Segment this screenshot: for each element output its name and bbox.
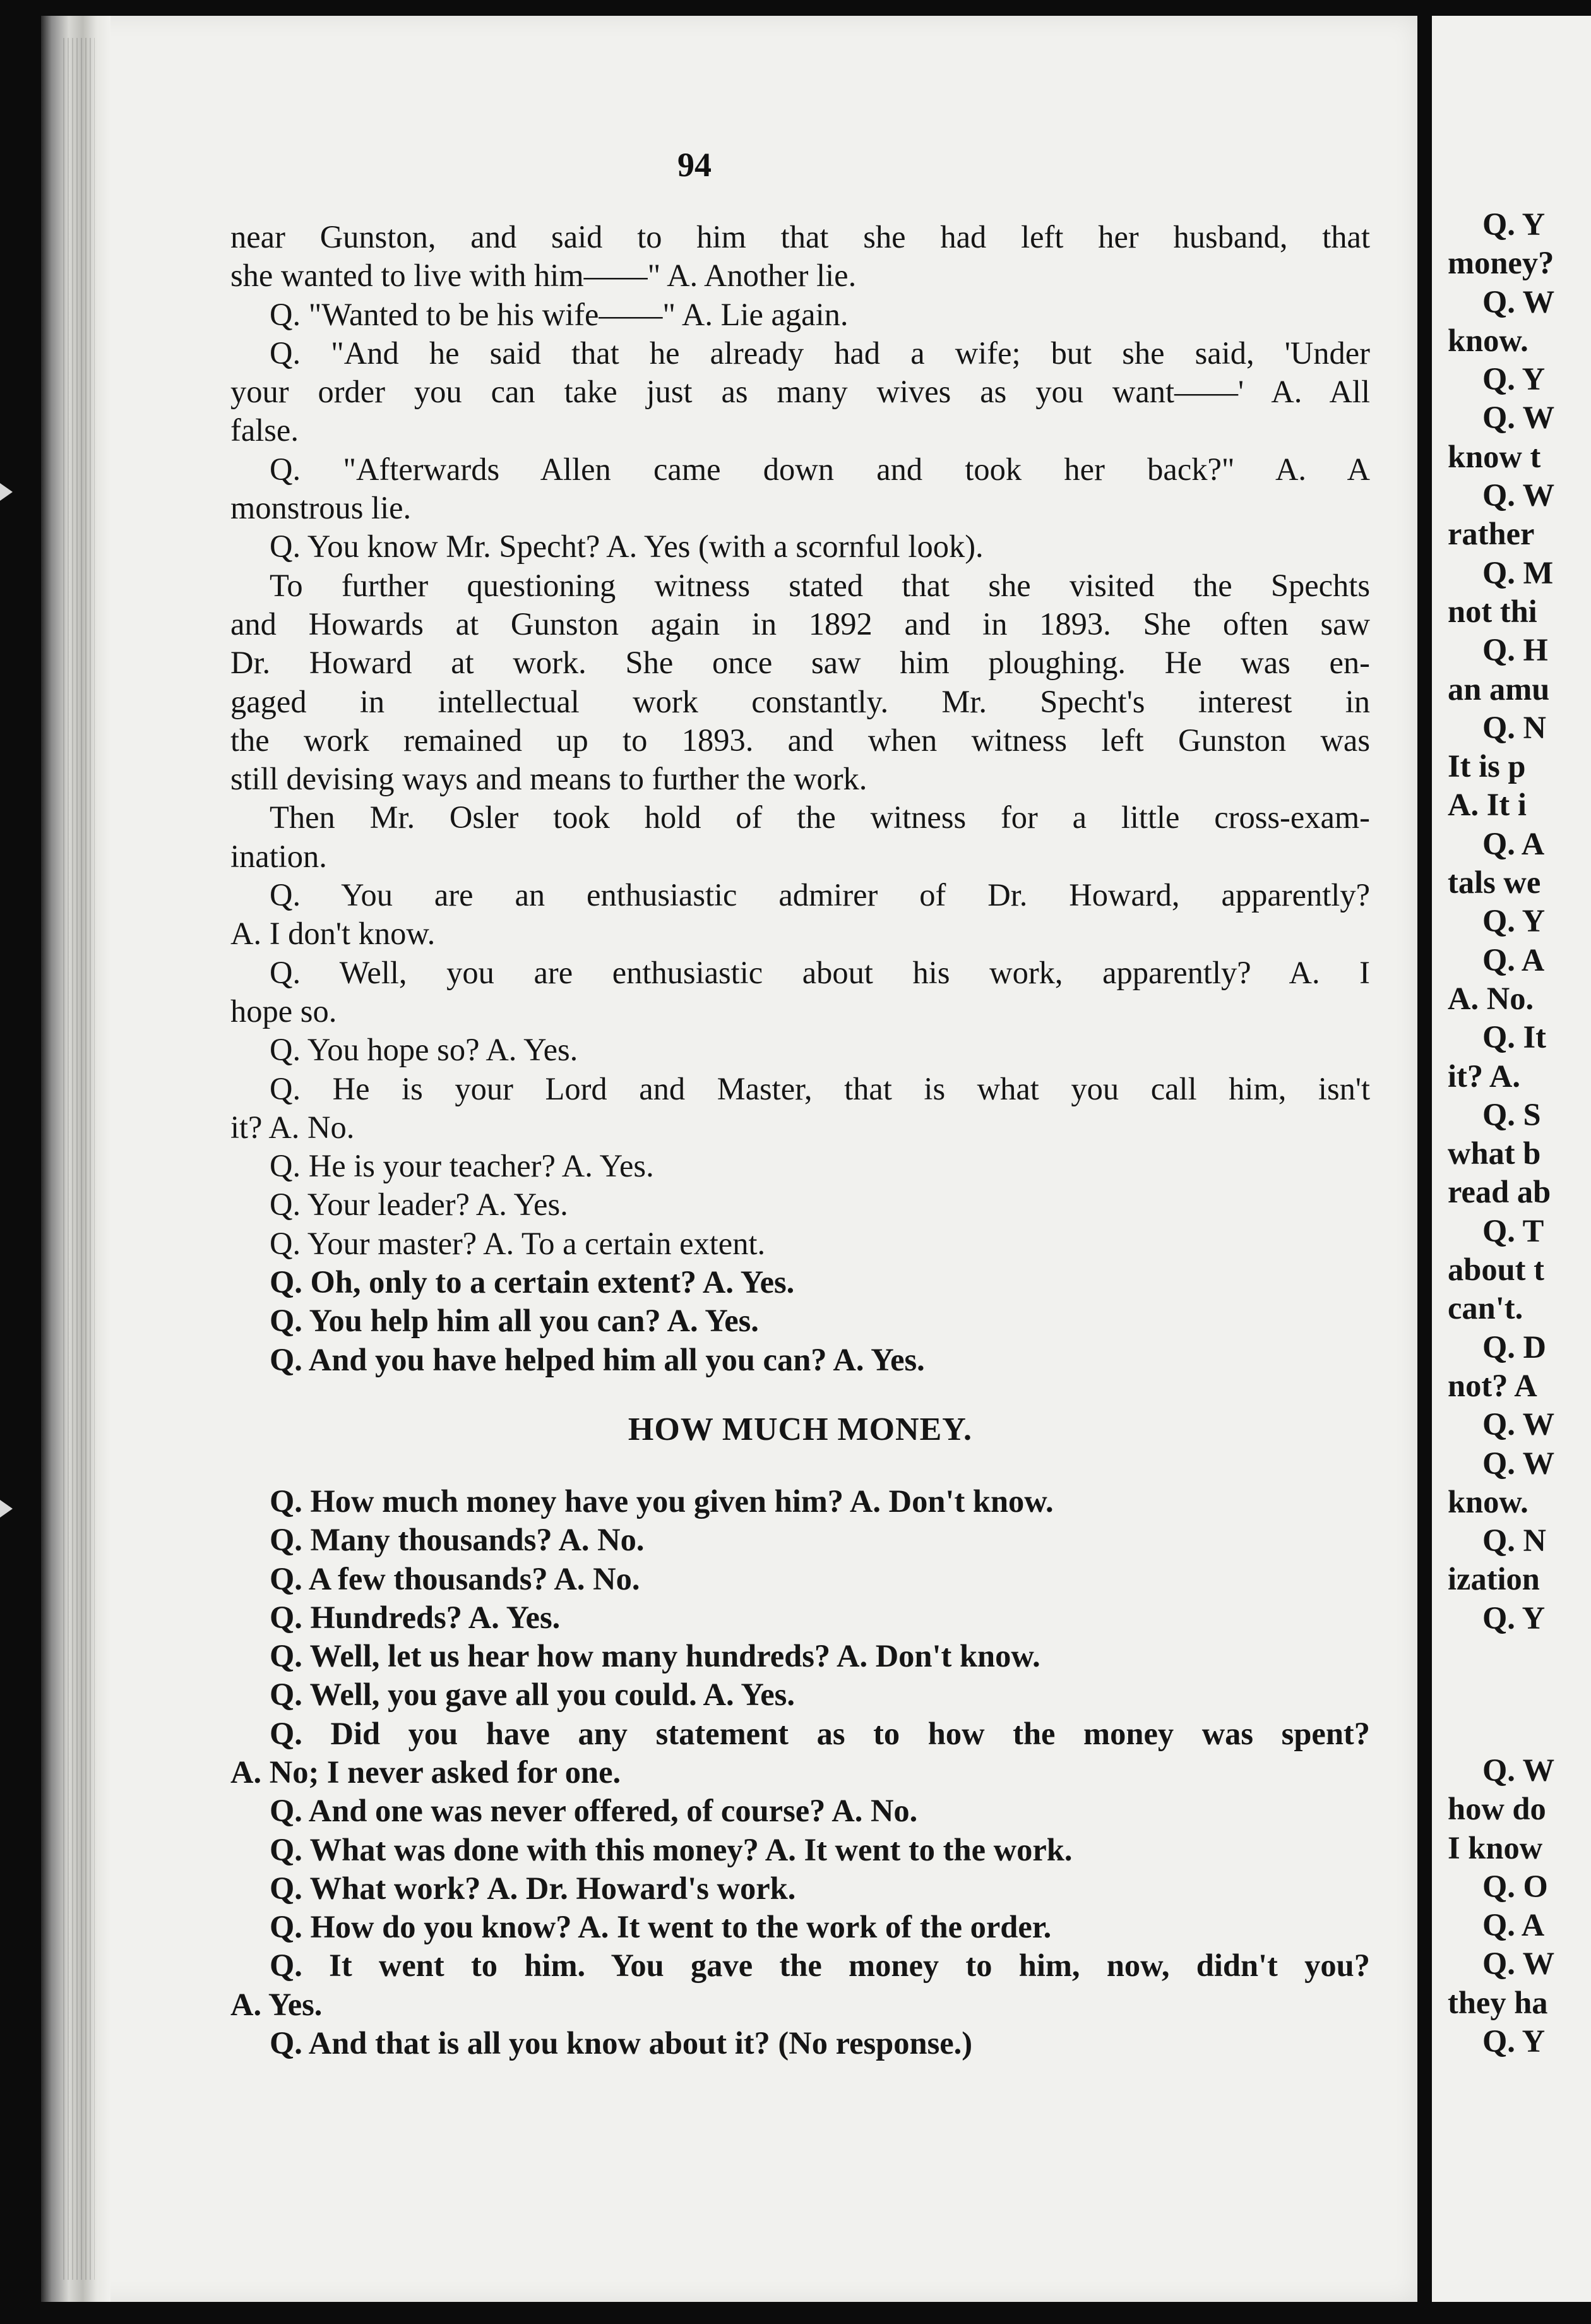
facing-text-fragment: Q. S [1482, 1096, 1541, 1132]
text-line: Q. A few thousands? A. No. [270, 1560, 640, 1596]
testimony-lines [230, 218, 1370, 1379]
text-line: Q. Well, you are enthusiastic about his work, apparently? A. I [270, 954, 1370, 990]
facing-text-fragment: about t [1448, 1252, 1544, 1288]
text-line: Q. What work? A. Dr. Howard's work. [270, 1870, 796, 1906]
spacer [230, 1452, 1370, 1482]
facing-text-fragment: Q. W [1482, 1752, 1555, 1788]
facing-text-fragment: Q. M [1482, 554, 1554, 590]
facing-text-fragment: Q. A [1482, 825, 1545, 861]
text-line: Q. "Afterwards Allen came down and took her back?" A. A [270, 451, 1370, 487]
book-page-right-facing [1432, 16, 1591, 2302]
facing-text-fragment: rather [1448, 516, 1535, 552]
facing-text-fragment: can't. [1448, 1290, 1523, 1326]
spacer [1448, 1638, 1591, 1751]
facing-text-fragment: Q. W [1482, 1946, 1555, 1982]
text-line: Q. Your master? A. To a certain extent. [270, 1225, 766, 1261]
text-line: and Howards at Gunston again in 1892 and in 1893. She often saw [230, 606, 1370, 642]
text-line: Q. You help him all you can? A. Yes. [270, 1303, 759, 1339]
facing-text-fragment: an amu [1448, 671, 1550, 707]
page-number: 94 [677, 146, 712, 184]
text-line: Q. And one was never offered, of course? A. No. [270, 1793, 918, 1829]
facing-text-fragment: Q. Y [1482, 903, 1546, 939]
facing-text-fragment: Q. A [1482, 1907, 1545, 1943]
facing-text-fragment: Q. Y [1482, 361, 1546, 397]
text-line: Q. Your leader? A. Yes. [270, 1187, 568, 1223]
facing-text-fragment: how do [1448, 1791, 1546, 1827]
text-line: the work remained up to 1893. and when witness left Gunston was [230, 722, 1370, 758]
text-line: ination. [230, 838, 327, 874]
facing-text-fragment: read ab [1448, 1174, 1551, 1210]
facing-text-fragment: A. It i [1448, 787, 1527, 823]
facing-text-fragment: Q. T [1482, 1213, 1544, 1249]
text-line: Q. You know Mr. Specht? A. Yes (with a scornful look). [270, 529, 984, 565]
facing-text-fragment: Q. Y [1482, 207, 1546, 242]
facing-text-fragment: know. [1448, 1483, 1528, 1519]
text-line: A. Yes. [230, 1986, 323, 2022]
text-line: Then Mr. Osler took hold of the witness for a little cross-exam- [270, 800, 1370, 836]
text-line: Dr. Howard at work. She once saw him ploughing. He was en- [230, 645, 1370, 681]
text-line: Q. How do you know? A. It went to the work of the order. [270, 1909, 1052, 1945]
facing-text-fragment: Q. W [1482, 1445, 1555, 1481]
facing-text-fragment: Q. Y [1482, 1600, 1546, 1636]
text-line: Q. Many thousands? A. No. [270, 1522, 645, 1558]
facing-text-fragment: tals we [1448, 865, 1541, 901]
text-line: she wanted to live with him——" A. Another lie. [230, 258, 857, 294]
facing-text-fragment: know t [1448, 438, 1541, 474]
text-line: monstrous lie. [230, 490, 412, 526]
text-line: Q. Oh, only to a certain extent? A. Yes. [270, 1264, 795, 1300]
text-line: Q. He is your teacher? A. Yes. [270, 1148, 654, 1184]
spacer [230, 1379, 1370, 1408]
text-line: Q. How much money have you given him? A. Don't know. [270, 1483, 1054, 1519]
facing-text-fragment: Q. W [1482, 400, 1555, 436]
page-gutter [1417, 16, 1432, 2302]
scan-edge-mark [0, 483, 13, 501]
page-body-text [230, 218, 1370, 2063]
text-line: A. No; I never asked for one. [230, 1754, 621, 1790]
text-line: it? A. No. [230, 1109, 355, 1145]
scan-edge-mark [0, 1500, 13, 1518]
text-line: Q. Hundreds? A. Yes. [270, 1599, 561, 1635]
text-line: Q. It went to him. You gave the money to him, now, didn't you? [270, 1948, 1370, 1984]
text-line: false. [230, 412, 299, 448]
facing-page-text [1448, 205, 1591, 2061]
text-line: Q. Well, let us hear how many hundreds? A. Don't know. [270, 1638, 1040, 1674]
text-line: near Gunston, and said to him that she had left her husband, that [230, 219, 1370, 255]
facing-text-fragment: not? A [1448, 1367, 1537, 1403]
page-edges [63, 38, 95, 2280]
text-line: Q. He is your Lord and Master, that is what you call him, isn't [270, 1070, 1370, 1106]
facing-text-fragment: Q. W [1482, 1406, 1555, 1442]
facing-text-fragment: Q. A [1482, 942, 1545, 978]
facing-text-fragment: Q. W [1482, 477, 1555, 513]
text-line: gaged in intellectual work constantly. Mr. Specht's interest in [230, 683, 1370, 719]
facing-text-fragment: Q. N [1482, 709, 1546, 745]
text-line: Q. You are an enthusiastic admirer of Dr. Howard, apparently? [270, 877, 1370, 913]
facing-text-fragment: know. [1448, 322, 1528, 358]
facing-text-fragment: they ha [1448, 1984, 1548, 2020]
facing-text-fragment: Q. D [1482, 1329, 1546, 1365]
facing-text-fragment: Q. Y [1482, 2023, 1546, 2059]
text-line: Q. Did you have any statement as to how the money was spent? [270, 1715, 1370, 1751]
text-line: Q. You hope so? A. Yes. [270, 1032, 578, 1068]
facing-text-fragment: I know [1448, 1830, 1543, 1866]
text-line: Q. Well, you gave all you could. A. Yes. [270, 1677, 795, 1713]
text-line: Q. "And he said that he already had a wife; but she said, 'Under [270, 335, 1370, 371]
facing-text-fragment: money? [1448, 245, 1554, 281]
facing-text-fragment: not thi [1448, 593, 1537, 629]
section-heading: HOW MUCH MONEY. [628, 1411, 973, 1447]
facing-text-fragment: Q. O [1482, 1868, 1548, 1904]
text-line: Q. And that is all you know about it? (No response.) [270, 2025, 973, 2061]
facing-text-fragment: Q. H [1482, 632, 1548, 668]
facing-text-fragment: Q. N [1482, 1523, 1546, 1559]
testimony-lines [230, 1482, 1370, 2063]
text-line: your order you can take just as many wives as you want——' A. All [230, 374, 1370, 410]
facing-text-fragment: Q. It [1482, 1019, 1546, 1055]
text-line: hope so. [230, 993, 337, 1029]
facing-text-fragment: A. No. [1448, 980, 1534, 1016]
facing-text-fragment: ization [1448, 1561, 1540, 1597]
text-line: Q. "Wanted to be his wife——" A. Lie again. [270, 296, 849, 332]
text-line: Q. And you have helped him all you can? A. Yes. [270, 1341, 925, 1377]
text-line: still devising ways and means to further the work. [230, 761, 867, 797]
text-line: A. I don't know. [230, 916, 436, 952]
text-line: To further questioning witness stated that she visited the Spechts [270, 567, 1370, 603]
facing-text-fragment: Q. W [1482, 284, 1555, 320]
facing-text-fragment: what b [1448, 1135, 1541, 1171]
facing-text-fragment: It is p [1448, 748, 1526, 784]
text-line: Q. What was done with this money? A. It went to the work. [270, 1831, 1073, 1867]
facing-text-fragment: it? A. [1448, 1058, 1521, 1094]
